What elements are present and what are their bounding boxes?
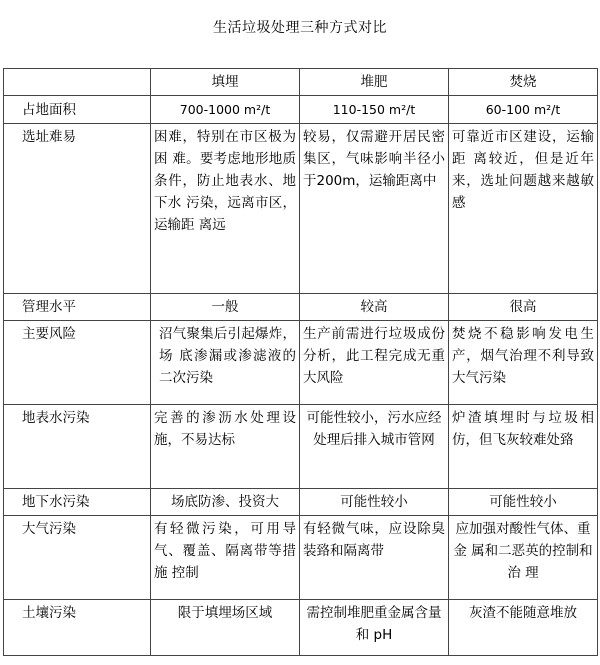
- table-cell: 60-100 m²/t: [449, 96, 598, 124]
- table-header-row: [4, 69, 598, 96]
- page-title: 生活垃圾处理三种方式对比: [213, 20, 387, 36]
- row-label: 土壤污染: [4, 600, 151, 656]
- table-row: [4, 124, 598, 294]
- table-cell: 沼气聚集后引起爆炸，场 底渗漏或渗滤液的二次污染: [151, 321, 300, 405]
- header-incineration: 焚烧: [449, 69, 598, 96]
- row-label: 主要风险: [4, 321, 151, 405]
- table-cell: 较易，仅需避开居民密集区，气味影响半径小于200m，运输距离中: [300, 124, 449, 294]
- table-cell: 有轻微污染，可用导气、覆盖、隔离带等措施 控制: [151, 516, 300, 600]
- table-row: [4, 405, 598, 489]
- table-cell: 可能性较小，污水应经处理后排入城市管网: [300, 405, 449, 489]
- table-cell: 需控制堆肥重金属含量 和 pH: [300, 600, 449, 656]
- row-label: 地表水污染: [4, 405, 151, 489]
- table-cell: 场底防渗、投资大: [151, 489, 300, 516]
- table-cell: 很高: [449, 294, 598, 321]
- header-landfill: 填埋: [151, 69, 300, 96]
- header-corner: [4, 69, 151, 96]
- table-row: [4, 321, 598, 405]
- table-cell: 困难，特别在市区极为困 难。要考虑地形地质条件，防止地表水、地下水 污染，远离市区，运输距 离远: [151, 124, 300, 294]
- table-row: [4, 96, 598, 124]
- table-cell: 可靠近市区建设，运输距 离较近，但是近年来，选址问题越来越敏感: [449, 124, 598, 294]
- table-cell: 灰渣不能随意堆放: [449, 600, 598, 656]
- row-label: 管理水平: [4, 294, 151, 321]
- table-cell: 限于填埋场区域: [151, 600, 300, 656]
- table-cell: 可能性较小: [449, 489, 598, 516]
- table-cell: 焚烧不稳影响发电生产，烟气治理不利导致大气污染: [449, 321, 598, 405]
- table-cell: 生产前需进行垃圾成份分析，此工程完成无重大风险: [300, 321, 449, 405]
- table-cell: 应加强对酸性气体、重金 属和二恶英的控制和治 理: [449, 516, 598, 600]
- table-cell: 可能性较小: [300, 489, 449, 516]
- row-label: 选址难易: [4, 124, 151, 294]
- table-row: [4, 489, 598, 516]
- table-cell: 完善的渗沥水处理设施，不易达标: [151, 405, 300, 489]
- row-label: 占地面积: [4, 96, 151, 124]
- table-row: [4, 516, 598, 600]
- table-cell: 110-150 m²/t: [300, 96, 449, 124]
- table-cell: 一般: [151, 294, 300, 321]
- row-label: 大气污染: [4, 516, 151, 600]
- table-cell: 700-1000 m²/t: [151, 96, 300, 124]
- table-row: [4, 600, 598, 656]
- table-cell: 较高: [300, 294, 449, 321]
- table-cell: 炉渣填埋时与垃圾相仿，但飞灰较难处臵: [449, 405, 598, 489]
- comparison-table: [3, 68, 598, 656]
- table-cell: 有轻微气味，应设除臭装臵和隔离带: [300, 516, 449, 600]
- table-row: [4, 294, 598, 321]
- row-label: 地下水污染: [4, 489, 151, 516]
- header-compost: 堆肥: [300, 69, 449, 96]
